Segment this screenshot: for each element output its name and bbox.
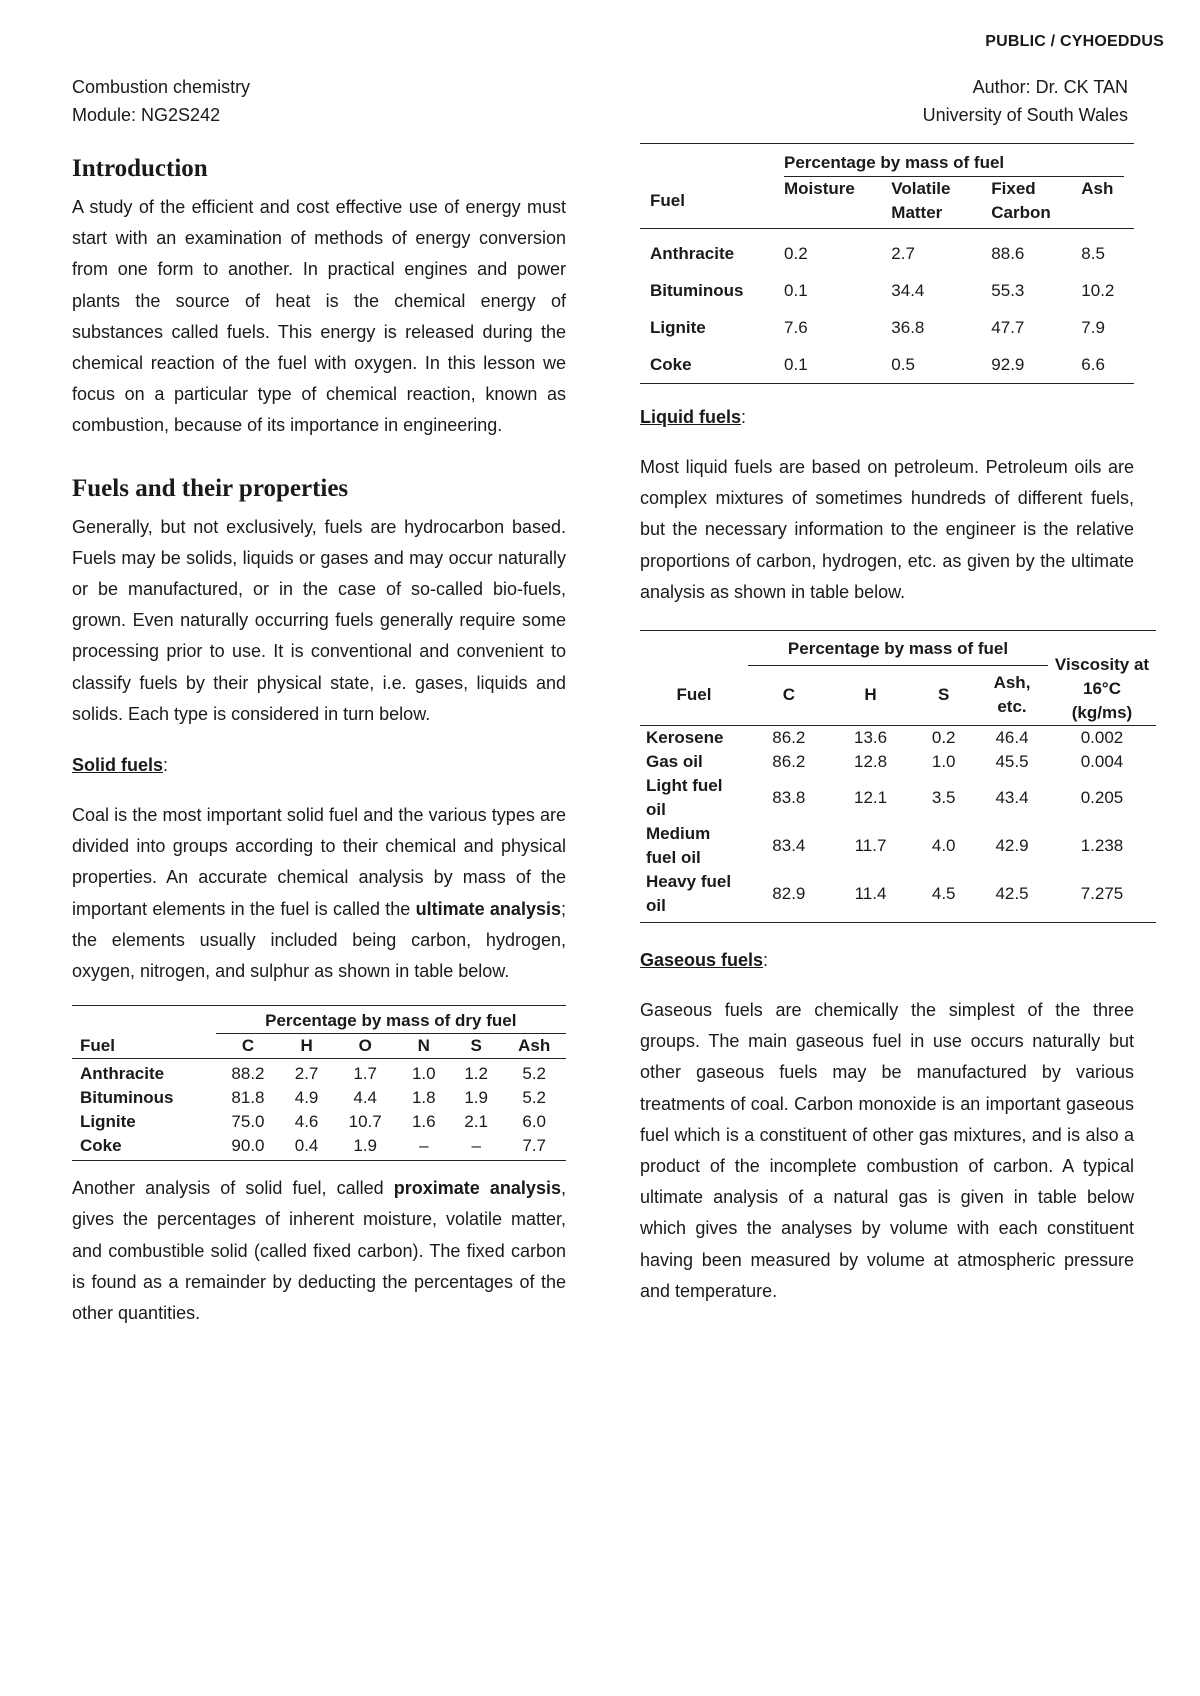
liquid-col-c: C bbox=[748, 665, 830, 725]
table-row bbox=[640, 272, 1134, 309]
table-cell: 0.2 bbox=[931, 728, 956, 748]
header-right bbox=[923, 73, 1128, 129]
table-cell: 0.4 bbox=[294, 1136, 319, 1156]
liquid-col-h: H bbox=[830, 665, 912, 725]
table-cell: 86.2 bbox=[772, 728, 806, 748]
table-row bbox=[640, 309, 1134, 346]
table-cell: 47.7 bbox=[991, 318, 1025, 337]
proximate-col-moisture: Moisture bbox=[774, 177, 881, 229]
table-cell: 42.5 bbox=[995, 884, 1029, 904]
table-cell: 6.6 bbox=[1081, 355, 1105, 374]
table-cell: 0.2 bbox=[784, 244, 808, 263]
table-cell: Gas oil bbox=[646, 752, 703, 772]
table-cell: 55.3 bbox=[991, 281, 1025, 300]
proximate-table-blank bbox=[640, 144, 774, 178]
ultimate-table-group-header: Percentage by mass of dry fuel bbox=[216, 1006, 566, 1034]
ultimate-analysis-table bbox=[72, 1005, 566, 1161]
liquid-col-fuel: Fuel bbox=[640, 665, 748, 725]
liquid-fuels-title: Liquid fuels bbox=[640, 407, 741, 427]
gaseous-fuels-subheading: Gaseous fuels: bbox=[640, 950, 769, 971]
solid-text-d: , gives the percentages of inherent moisture, volatile matter, and combustible solid (called fixed carbon). The fixed carbon is found as a remainder by deducting the percentages of the other quantities. bbox=[72, 1178, 566, 1324]
table-cell: 86.2 bbox=[772, 752, 806, 772]
module-code: Module: NG2S242 bbox=[72, 105, 221, 125]
table-cell: Anthracite bbox=[80, 1064, 165, 1084]
table-cell: 45.5 bbox=[995, 752, 1029, 772]
intro-paragraph: A study of the efficient and cost effective use of energy must start with an examination of methods of energy conversion from one form to another. In practical engines and power plants the source of heat is the chemical energy of substances called fuels. This energy is released during the chemical reaction of the fuel with oxygen. In this lesson we focus on a particular type of chemical reaction, known as combustion, because of its importance in engineering. bbox=[72, 197, 566, 436]
table-cell: Heavy fuel oil bbox=[646, 872, 732, 916]
liquid-fuels-subheading: Liquid fuels: bbox=[640, 407, 747, 427]
table-cell: – bbox=[419, 1136, 429, 1156]
table-cell: 1.8 bbox=[411, 1088, 436, 1108]
ultimate-table-blank bbox=[72, 1006, 216, 1034]
table-cell: 0.004 bbox=[1080, 752, 1124, 772]
solid-text-a: Coal is the most important solid fuel and the various types are divided into groups according to their chemical and physical properties. An accurate chemical analysis by mass of the important elements in the fuel is called the bbox=[72, 805, 566, 919]
proximate-group-label: Percentage by mass of fuel bbox=[784, 152, 1124, 177]
table-cell: 92.9 bbox=[991, 355, 1025, 374]
table-row bbox=[640, 774, 1156, 822]
ultimate-col-fuel: Fuel bbox=[72, 1034, 216, 1059]
table-cell: 1.9 bbox=[353, 1136, 377, 1156]
table-cell: Coke bbox=[80, 1136, 122, 1156]
ultimate-col-c: C bbox=[216, 1034, 281, 1059]
solid-fuels-paragraph bbox=[72, 800, 566, 987]
table-cell: Kerosene bbox=[646, 728, 724, 748]
table-cell: 7.275 bbox=[1080, 884, 1124, 904]
solid-text-c: Another analysis of solid fuel, called bbox=[72, 1178, 394, 1199]
table-cell: Bituminous bbox=[650, 281, 744, 300]
solid-text-b: ; the elements usually included being carbon, hydrogen, oxygen, nitrogen, and sulphur as shown in table below. bbox=[72, 898, 566, 982]
table-row bbox=[72, 1059, 566, 1087]
solid-fuels-subheading: Solid fuels: bbox=[72, 755, 169, 776]
table-cell: 2.1 bbox=[464, 1112, 488, 1132]
table-cell: 42.9 bbox=[995, 836, 1029, 856]
table-cell: Light fuel oil bbox=[646, 776, 723, 820]
ultimate-col-n: N bbox=[398, 1034, 450, 1059]
table-cell: 83.8 bbox=[772, 788, 806, 808]
table-cell: 11.7 bbox=[854, 836, 887, 856]
table-row bbox=[640, 726, 1156, 751]
table-row bbox=[72, 1086, 566, 1110]
proximate-paragraph bbox=[72, 1173, 566, 1329]
table-cell: Lignite bbox=[650, 318, 706, 337]
table-cell: 13.6 bbox=[853, 728, 888, 748]
table-cell: 88.6 bbox=[991, 244, 1025, 263]
ultimate-col-s: S bbox=[450, 1034, 502, 1059]
header-left bbox=[72, 73, 250, 129]
table-cell: 1.6 bbox=[411, 1112, 436, 1132]
solid-fuels-title: Solid fuels bbox=[72, 755, 164, 776]
liquid-col-s: S bbox=[911, 665, 976, 725]
table-cell: 0.002 bbox=[1080, 728, 1124, 748]
table-row bbox=[640, 346, 1134, 384]
table-cell: 5.2 bbox=[522, 1088, 546, 1108]
table-cell: 2.7 bbox=[891, 244, 915, 263]
table-cell: Anthracite bbox=[650, 244, 735, 263]
liquid-table-group-header: Percentage by mass of fuel bbox=[748, 631, 1048, 666]
table-cell: 12.8 bbox=[853, 752, 888, 772]
table-cell: 4.6 bbox=[294, 1112, 319, 1132]
table-cell: 4.4 bbox=[353, 1088, 377, 1108]
table-cell: Coke bbox=[650, 355, 692, 374]
author: Author: Dr. CK TAN bbox=[972, 77, 1128, 97]
liquid-col-viscosity: Viscosity at 16°C (kg/ms) bbox=[1048, 631, 1156, 726]
table-cell: 7.7 bbox=[522, 1136, 546, 1156]
table-cell: 1.238 bbox=[1080, 836, 1124, 856]
gaseous-fuels-paragraph: Gaseous fuels are chemically the simplest of the three groups. The main gaseous fuel in use occurs naturally but other gaseous fuels may be manufactured by various treatments of coal. Carbon monoxide is an important gaseous fuel which is a constituent of other gas mixtures, and is also a product of the incomplete combustion of carbon. A typical ultimate analysis of a natural gas is given in table below which gives the analyses by volume with each constituent having been measured by volume at atmospheric pressure and temperature. bbox=[640, 1000, 1134, 1301]
institution: University of South Wales bbox=[922, 105, 1128, 125]
ultimate-col-ash: Ash bbox=[502, 1034, 566, 1059]
table-cell: 5.2 bbox=[522, 1064, 546, 1084]
left-column bbox=[72, 152, 566, 1329]
course-title: Combustion chemistry bbox=[72, 77, 251, 97]
table-cell: 43.4 bbox=[995, 788, 1029, 808]
proximate-col-fixed-carbon: Fixed Carbon bbox=[981, 177, 1071, 229]
table-cell: 4.5 bbox=[931, 884, 956, 904]
table-row bbox=[640, 822, 1156, 870]
table-row bbox=[640, 870, 1156, 923]
fuels-heading: Fuels and their properties bbox=[72, 474, 349, 502]
table-cell: 36.8 bbox=[891, 318, 925, 337]
table-cell: 11.4 bbox=[854, 884, 887, 904]
table-cell: 90.0 bbox=[231, 1136, 265, 1156]
table-cell: 10.7 bbox=[348, 1112, 382, 1132]
term-ultimate-analysis: ultimate analysis bbox=[415, 898, 561, 919]
table-cell: 2.7 bbox=[294, 1064, 319, 1084]
fuels-paragraph: Generally, but not exclusively, fuels are hydrocarbon based. Fuels may be solids, liquids or gases and may occur naturally or be manufactured, or in the case of so-called bio-fuels, grown. Even naturally occurring fuels generally require some processing prior to use. It is conventional and convenient to classify fuels by their physical state, i.e. gases, liquids and solids. Each type is considered in turn below. bbox=[72, 516, 566, 724]
table-cell: 0.5 bbox=[891, 355, 915, 374]
table-cell: – bbox=[471, 1136, 481, 1156]
table-cell: 12.1 bbox=[853, 788, 888, 808]
classification-label: PUBLIC / CYHOEDDUS bbox=[985, 33, 1164, 50]
table-row bbox=[72, 1110, 566, 1134]
table-cell: 75.0 bbox=[231, 1112, 265, 1132]
table-row bbox=[72, 1134, 566, 1161]
table-cell: 82.9 bbox=[772, 884, 806, 904]
liquid-fuels-table bbox=[640, 630, 1156, 923]
table-row bbox=[640, 229, 1134, 273]
table-cell: 1.9 bbox=[464, 1088, 488, 1108]
table-cell: 88.2 bbox=[231, 1064, 265, 1084]
proximate-analysis-table bbox=[640, 143, 1134, 384]
table-cell: 1.0 bbox=[411, 1064, 436, 1084]
proximate-col-ash: Ash bbox=[1071, 177, 1134, 229]
ultimate-col-o: O bbox=[333, 1034, 398, 1059]
table-cell: 4.0 bbox=[931, 836, 956, 856]
table-cell: 0.1 bbox=[784, 281, 808, 300]
table-cell: 8.5 bbox=[1081, 244, 1105, 263]
proximate-col-volatile: Volatile Matter bbox=[881, 177, 981, 229]
table-cell: 46.4 bbox=[995, 728, 1029, 748]
table-cell: Lignite bbox=[80, 1112, 136, 1132]
table-row bbox=[640, 750, 1156, 774]
table-cell: 1.2 bbox=[464, 1064, 488, 1084]
liquid-col-ash: Ash, etc. bbox=[976, 665, 1048, 725]
proximate-table-group-header bbox=[774, 144, 1134, 178]
gaseous-fuels-title: Gaseous fuels bbox=[640, 950, 764, 971]
table-cell: 81.8 bbox=[231, 1088, 265, 1108]
table-cell: 6.0 bbox=[522, 1112, 546, 1132]
table-cell: 83.4 bbox=[772, 836, 806, 856]
table-cell: 3.5 bbox=[931, 788, 956, 808]
table-cell: 10.2 bbox=[1081, 281, 1115, 300]
table-cell: 1.7 bbox=[353, 1064, 377, 1084]
table-cell: Bituminous bbox=[80, 1088, 174, 1108]
table-cell: Medium fuel oil bbox=[646, 824, 711, 868]
table-cell: 4.9 bbox=[294, 1088, 319, 1108]
table-cell: 7.9 bbox=[1081, 318, 1105, 337]
liquid-table-blank bbox=[640, 631, 748, 666]
proximate-col-fuel: Fuel bbox=[640, 177, 774, 229]
term-proximate-analysis: proximate analysis bbox=[393, 1178, 561, 1199]
table-cell: 34.4 bbox=[891, 281, 925, 300]
ultimate-col-h: H bbox=[280, 1034, 332, 1059]
table-cell: 1.0 bbox=[931, 752, 956, 772]
intro-heading: Introduction bbox=[72, 155, 208, 182]
table-cell: 0.1 bbox=[784, 355, 808, 374]
liquid-fuels-paragraph: Most liquid fuels are based on petroleum. Petroleum oils are complex mixtures of sometimes hundreds of different fuels, but the necessary information to the engineer is the relative proportions of carbon, hydrogen, etc. as given by the ultimate analysis as shown in table below. bbox=[640, 457, 1134, 602]
table-cell: 0.205 bbox=[1080, 788, 1124, 808]
table-cell: 7.6 bbox=[784, 318, 808, 337]
right-column bbox=[640, 143, 1150, 1307]
